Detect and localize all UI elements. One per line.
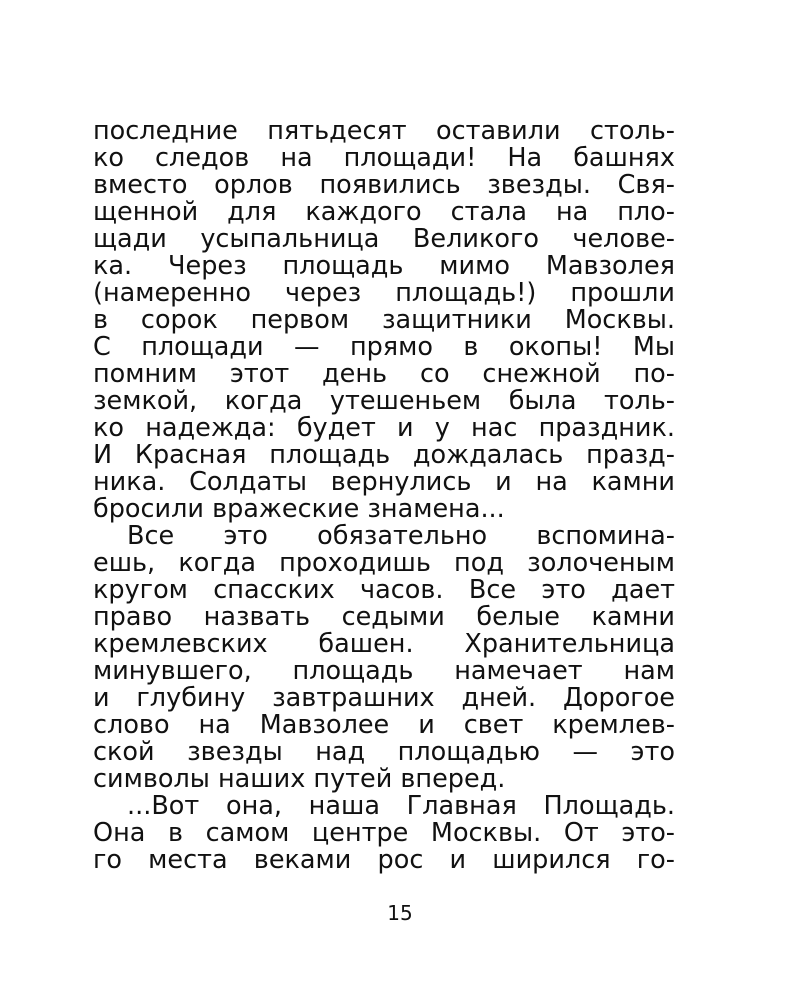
text-line: в сорок первом защитники Москвы.: [93, 305, 675, 335]
text-line: вместо орлов появились звезды. Свя-: [93, 170, 675, 200]
text-line: Она в самом центре Москвы. От это-: [93, 818, 675, 848]
text-line: ко надежда: будет и у нас праздник.: [93, 413, 675, 443]
text-line: И Красная площадь дождалась празд-: [93, 440, 675, 470]
text-line: минувшего, площадь намечает нам: [93, 656, 675, 686]
text-line: ка. Через площадь мимо Мавзолея: [93, 251, 675, 281]
page-number: 15: [387, 901, 413, 925]
text-line: слово на Мавзолее и свет кремлев-: [93, 710, 675, 740]
text-line: ешь, когда проходишь под золоченым: [93, 548, 675, 578]
text-line: кремлевских башен. Хранительница: [93, 629, 675, 659]
text-line: (намеренно через площадь!) прошли: [93, 278, 675, 308]
text-line: земкой, когда утешеньем была толь-: [93, 386, 675, 416]
text-line: бросили вражеские знамена...: [93, 494, 505, 524]
text-line: право назвать седыми белые камни: [93, 602, 675, 632]
text-line: помним этот день со снежной по-: [93, 359, 675, 389]
text-line: ...Вот она, наша Главная Площадь.: [127, 791, 675, 821]
text-line: кругом спасских часов. Все это дает: [93, 575, 675, 605]
text-line: С площади — прямо в окопы! Мы: [93, 332, 675, 362]
text-line: щенной для каждого стала на пло-: [93, 197, 675, 227]
text-line: щади усыпальница Великого челове-: [93, 224, 675, 254]
text-line: ской звезды над площадью — это: [93, 737, 675, 767]
text-line: ника. Солдаты вернулись и на камни: [93, 467, 675, 497]
text-line: символы наших путей вперед.: [93, 764, 506, 794]
text-line: последние пятьдесят оставили столь-: [93, 116, 675, 146]
text-line: и глубину завтрашних дней. Дорогое: [93, 683, 675, 713]
text-line: ко следов на площади! На башнях: [93, 143, 675, 173]
text-line: Все это обязательно вспомина-: [127, 521, 675, 551]
text-line: го места веками рос и ширился го-: [93, 845, 675, 875]
